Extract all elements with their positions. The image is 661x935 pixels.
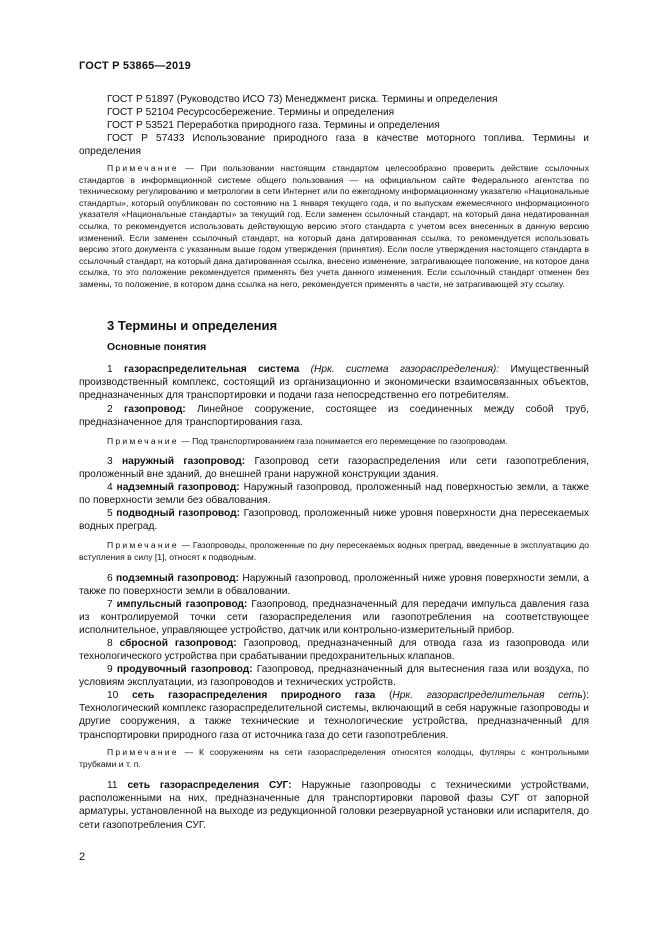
term-name: сбросной газопровод:	[119, 638, 237, 649]
subsection-title	[79, 342, 589, 353]
note-label: Примечание	[107, 163, 179, 173]
term-5: 5 подводный газопровод: Газопровод, проложенный ниже уровня поверхности дна пересекаемых водных преград.	[79, 508, 589, 533]
document-header: ГОСТ Р 53865—2019	[79, 60, 191, 72]
term-10: 10 сеть газораспределения природного газа (Нрк. газораспределительная сеть): Технологический комплекс газораспределительной системы, включающий в себя наружные газопроводы и другие сооружения, а также технические и технологические устройства, предназначенный для транспортировки природного газа от источника газа до сети газопотребления.	[79, 690, 589, 741]
term-4: 4 надземный газопровод: Наружный газопровод, проложенный над поверхностью земли, а также по поверхности земли без обвалования.	[79, 482, 589, 507]
references-list	[79, 93, 589, 158]
section-title	[79, 318, 589, 333]
term-1: 1 газораспределительная система (Нрк. система газораспределения): Имущественный производственный комплекс, состоящий из организационно и экономически взаимосвязанных объектов, предназначенных для транспортировки и подачи газа непосредственно его потребителям.	[79, 364, 589, 402]
term-9: 9 продувочный газопровод: Газопровод, предназначенный для вытеснения газа или воздуха, по условиям эксплуатации, из газопроводов и технических устройств.	[79, 664, 589, 689]
reference-item: ГОСТ Р 52104 Ресурсосбережение. Термины и определения	[107, 107, 395, 118]
page-number: 2	[79, 851, 86, 863]
term-11: 11 сеть газораспределения СУГ: Наружные газопроводы с техническими устройствами, расположенными на них, предназначенные для транспортировки паровой фазы СУГ от запорной арматуры, установленной на выходе из редукционной головки резервуарной установки или испарителя, до сети газопотребления СУГ.	[79, 780, 589, 831]
note-text: — При пользовании настоящим стандартом целесообразно проверить действие ссылочных стандартов в информационной системе общего пользования — на официальном сайте Федерального агентства по техническому регулированию и метрологии в сети Интернет или по ежегодному информационному указателю «Национальные стандарты», который опубликован по состоянию на 1 января текущего года, и по выпускам ежемесячного информационного указателя «Национальные стандарты» за текущий год. Если заменен ссылочный стандарт, на который дана недатированная ссылка, то рекомендуется использовать действующую версию этого стандарта с учетом всех внесенных в данную версию изменений. Если заменен ссылочный стандарт, на который дана датированная ссылка, то рекомендуется использовать версию этого документа с указанным выше годом утверждения (принятия). Если после утверждения настоящего стандарта в ссылочный стандарт, на который дана датированная ссылка, внесено изменение, затрагивающее положение, на которое дана ссылка, то это положение рекомендуется применять без учета данного изменения. Если ссылочный стандарт отменен без замены, то положение, в котором дана ссылка на него, рекомендуется применять в части, не затрагивающей эту ссылку.	[79, 163, 589, 289]
term-name: газораспределительная система	[124, 364, 300, 375]
note-main	[79, 163, 589, 291]
note-1: Примечание — Под транспортированием газа понимается его перемещение по газопроводам.	[107, 436, 508, 446]
subsection-heading: Основные понятия	[107, 342, 207, 353]
term-name: импульсный газопровод:	[116, 599, 248, 610]
term-name: подземный газопровод:	[116, 573, 240, 584]
term-2: 2 газопровод: Линейное сооружение, состоящее из соединенных между собой труб, предназначенное для транспортирования газа.	[79, 404, 589, 429]
term-8: 8 сбросной газопровод: Газопровод, предназначенный для отвода газа из газопровода или технологического устройства при срабатывании предохранительных клапанов.	[79, 638, 589, 663]
reference-item: ГОСТ Р 53521 Переработка природного газа. Термины и определения	[107, 120, 440, 131]
term-name: надземный газопровод:	[116, 482, 240, 493]
term-name: газопровод:	[123, 404, 186, 415]
term-name: сеть газораспределения СУГ:	[127, 780, 292, 791]
reference-item: ГОСТ Р 51897 (Руководство ИСО 73) Менеджмент риска. Термины и определения	[107, 94, 498, 105]
reference-item: ГОСТ Р 57433 Использование природного газа в качестве моторного топлива. Термины и определения	[79, 133, 589, 157]
term-6: 6 подземный газопровод: Наружный газопровод, проложенный ниже уровня поверхности земли, а также по поверхности земли в обваловании.	[79, 573, 589, 598]
term-name: сеть газораспределения природного газа	[132, 690, 376, 701]
term-name: продувочный газопровод:	[116, 664, 253, 675]
term-name: подводный газопровод:	[116, 508, 241, 519]
term-3: 3 наружный газопровод: Газопровод сети газораспределения или сети газопотребления, проложенный вне зданий, до внешней грани наружной конструкции здания.	[79, 456, 589, 481]
note-3: Примечание — К сооружениям на сети газораспределения относятся колодцы, футляры с контрольными трубками и т. п.	[79, 747, 589, 769]
note-2: Примечание — Газопроводы, проложенные по дну пересекаемых водных преград, введенные в эксплуатацию до вступления в силу [1], относят к подводным.	[79, 540, 589, 562]
term-name: наружный газопровод:	[122, 456, 246, 467]
section-heading: 3 Термины и определения	[107, 318, 278, 333]
term-7: 7 импульсный газопровод: Газопровод, предназначенный для передачи импульса давления газа из контролируемой точки сети газораспределения или газопотребления на соответствующее исполнительное, управляющее устройство, датчик или контрольно-измерительный прибор.	[79, 599, 589, 637]
